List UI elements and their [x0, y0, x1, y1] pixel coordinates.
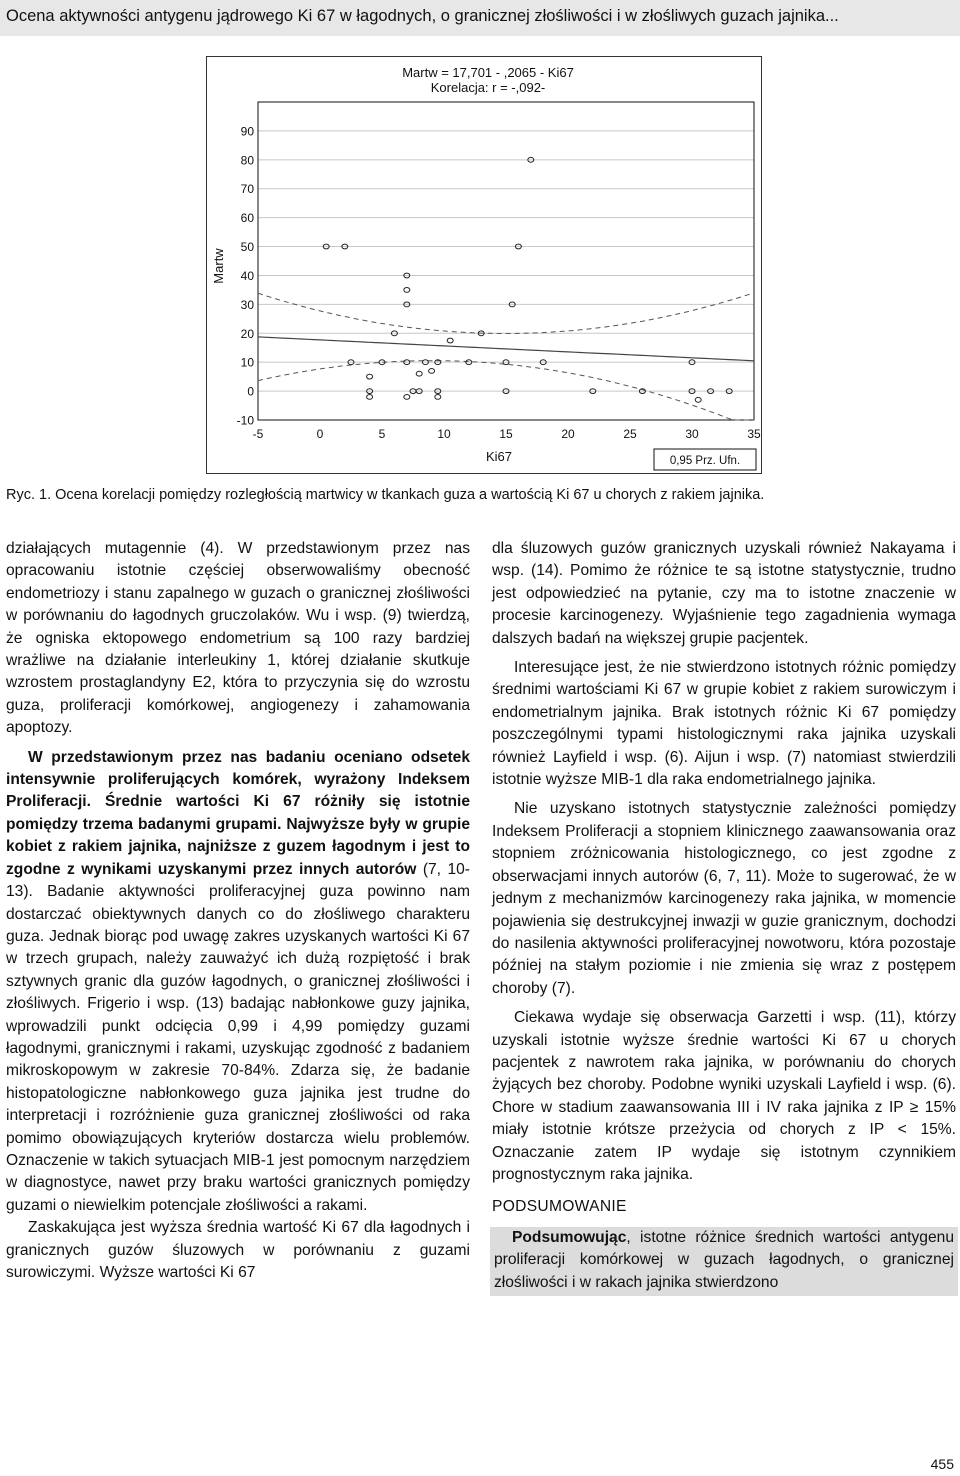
- y-tick-label: 80: [240, 153, 254, 168]
- x-tick-label: 30: [685, 427, 699, 441]
- x-tick-label: 0: [316, 427, 324, 441]
- summary-paragraph: [494, 1227, 954, 1294]
- y-tick-label: 90: [240, 124, 254, 139]
- left-paragraph-1: działających mutagennie (4). W przedstawionym przez nas opracowaniu istotnie częściej obserwowaliśmy obecność endometriozy i stanu zapalnego w guzach o granicznej złośliwości w porównaniu do łagodnych gruczolaków. Wu i wsp. (9) twierdzą, że ogniska ektopowego endometrium są 100 razy bardziej wrażliwe na działanie interleukiny 1, której działanie skutkuje wzrostem prostaglandyny E2, która to przyczynia się do wzrostu guza, proliferacji komórkowej, angiogenezy i zahamowania apoptozy.: [6, 540, 470, 737]
- y-axis-label: Martw: [211, 248, 226, 284]
- left-paragraph-2: [6, 747, 470, 1218]
- right-paragraph-2: Interesujące jest, że nie stwierdzono istotnych różnic pomiędzy średnimi wartościami Ki 67 w grupie kobiet z rakiem surowiczym i endometrialnym jajnika. Brak istotnych różnic Ki 67 pomiędzy poszczególnymi typami histologicznymi raka jajnika uzyskali również Layfield i wsp. (6). Aijun i wsp. (7) natomiast stwierdzili istotnie wyższe MIB-1 dla raka endometrialnego jajnika.: [492, 659, 956, 789]
- x-tick-label: 25: [623, 427, 637, 441]
- left-paragraph-3: Zaskakująca jest wyższa średnia wartość Ki 67 dla łagodnych i granicznych guzów śluzowych w porównaniu z guzami surowiczymi. Wyższe wartości Ki 67: [6, 1219, 470, 1281]
- right-paragraph-4: Ciekawa wydaje się obserwacja Garzetti i wsp. (11), którzy uzyskali istotnie wyższe średnie wartości Ki 67 u chorych pacjentek z nawrotem raka jajnika, w porównaniu do chorych żyjących bez choroby. Podobne wyniki uzyskali Layfield i wsp. (6). Chore w stadium zaawansowania III i IV raka jajnika z IP ≥ 15% miały istotnie krótsze przeżycia od chorych z IP < 15%. Oznaczanie zatem IP wydaje się istotnym czynnikiem prognostycznym raka jajnika.: [492, 1009, 956, 1183]
- x-tick-label: -5: [252, 427, 264, 441]
- running-header: [0, 0, 960, 36]
- data-point: [416, 371, 422, 376]
- y-tick-label: 30: [240, 297, 254, 312]
- summary-lead: Podsumowując: [512, 1228, 627, 1246]
- confidence-lower: [258, 361, 754, 420]
- chart-points: [323, 157, 732, 402]
- right-paragraph-1: dla śluzowych guzów granicznych uzyskali również Nakayama i wsp. (14). Pomimo że różnice te są istotne statystycznie, trudno jest odpowiedzieć na pytanie, czy ma to istotne znaczenie w procesie karcinogenezy. Wyjaśnienie tego zagadnienia wymaga dalszych badań na większej grupie pacjentek.: [492, 540, 956, 647]
- chart-subtitle: Korelacja: r = -,092-: [430, 80, 546, 95]
- regression-line: [258, 337, 754, 361]
- scatter-chart: [206, 56, 762, 474]
- right-paragraph-3: Nie uzyskano istotnych statystycznie zależności pomiędzy Indeksem Proliferacji a stopniem klinicznego zaawansowania oraz stopniem zróżnicowania histologicznego, co jest zgodne z obserwacjami innych autorów (6, 7, 11). Może to sugerować, że w jednym z mechanizmów karcinogenezy raka jajnika, w momencie pojawienia się destrukcyjnej inwazji w guzie granicznym, dochodzi do nasilenia aktywności proliferacyjnej nowotworu, która pozostaje później na stałym poziomie i nie zmienia się wraz z postępem choroby (7).: [492, 800, 956, 997]
- x-tick-label: 20: [561, 427, 575, 441]
- running-header-title: Ocena aktywności antygenu jądrowego Ki 67 w łagodnych, o granicznej złośliwości i w złośliwych guzach jajnika...: [6, 7, 839, 25]
- section-heading-summary: PODSUMOWANIE: [492, 1198, 627, 1216]
- plot-area: [258, 102, 754, 420]
- data-point: [367, 374, 373, 379]
- y-tick-label: 0: [247, 384, 254, 399]
- data-point: [447, 338, 453, 343]
- data-point: [695, 397, 701, 402]
- page-number: 455: [930, 1456, 954, 1472]
- left-paragraph-2-bold: W przedstawionym przez nas badaniu oceniano odsetek intensywnie proliferujących komórek, wyrażony Indeksem Proliferacji. Średnie wartości Ki 67 różniły się istotnie pomiędzy trzema badanymi grupami. Najwyższe były w grupie kobiet z rakiem jajnika, najniższe z guzem łagodnym i jest to zgodne z wynikami uzyskanymi przez innych autorów: [6, 748, 470, 878]
- summary-text: , istotne różnice średnich wartości antygenu proliferacji komórkowej w guzach łagodnych, o granicznej złośliwości i w rakach jajnika stwierdzono: [494, 1228, 954, 1291]
- data-point: [435, 395, 441, 400]
- x-tick-label: 5: [378, 427, 386, 441]
- x-axis-label: Ki67: [485, 449, 513, 464]
- legend-label: 0,95 Prz. Ufn.: [669, 455, 741, 467]
- right-column: [492, 538, 956, 1296]
- x-tick-label: 35: [747, 427, 761, 441]
- y-tick-label: 50: [240, 240, 254, 255]
- left-paragraph-2-rest: (7, 10-13). Badanie aktywności proliferacyjnej guza powinno nam dostarczać obiektywnych danych co do złośliwego charakteru guza. Jednak biorąc pod uwagę zakres uzyskanych wartości Ki 67 w trzech grupach, należy zauważyć ich dużą rozpiętość i brak sztywnych granic dla guzów łagodnych, o granicznej złośliwości i złośliwych. Frigerio i wsp. (13) badając nabłonkowe guzy jajnika, wprowadzili punkt odcięcia 0,99 i 4,99 pomiędzy guzami łagodnymi, granicznymi i rakami, uzyskując zgodność z badaniem mikroskopowym w zakresie 70-84%. Zdarza się, że badanie histopatologiczne nabłonkowego guza jajnika jest trudne do interpretacji i rozróżnienie guza granicznej złośliwości od raka pomimo obowiązujących kryteriów dostarcza wielu problemów. Oznaczenie w takich sytuacjach MIB-1 jest pomocnym narzędziem w diagnostyce, nawet przy braku wartości granicznych pomiędzy guzami o niewielkim potencjale złośliwości a rakami.: [6, 860, 470, 1214]
- confidence-band: [258, 293, 754, 420]
- data-point: [404, 395, 410, 400]
- x-tick-label: 10: [437, 427, 451, 441]
- left-column: [6, 538, 470, 1284]
- data-point: [429, 369, 435, 374]
- chart-grid: [258, 131, 754, 391]
- data-point: [404, 288, 410, 293]
- chart-axes: [237, 102, 761, 441]
- figure-caption: Ryc. 1. Ocena korelacji pomiędzy rozległością martwicy w tkankach guza a wartością Ki 67 u chorych z rakiem jajnika.: [6, 487, 765, 503]
- x-tick-label: 15: [499, 427, 513, 441]
- y-tick-label: -10: [236, 413, 254, 428]
- y-tick-label: 10: [240, 355, 254, 370]
- chart-title: Martw = 17,701 - ,2065 - Ki67: [402, 65, 574, 80]
- y-tick-label: 60: [240, 211, 254, 226]
- y-tick-label: 70: [240, 182, 254, 197]
- y-tick-label: 40: [240, 268, 254, 283]
- y-tick-label: 20: [240, 326, 254, 341]
- summary-box: [490, 1227, 958, 1296]
- data-point: [367, 395, 373, 400]
- confidence-upper: [258, 293, 754, 334]
